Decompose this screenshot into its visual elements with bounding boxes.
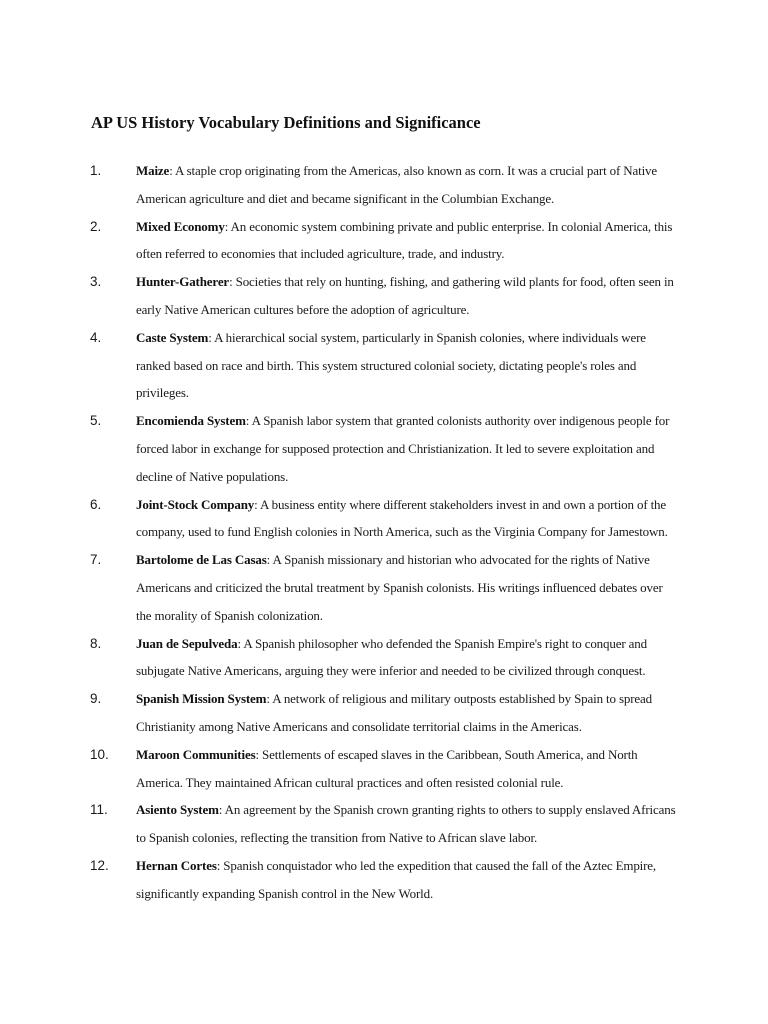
vocab-definition: : An agreement by the Spanish crown granting rights to others to supply enslaved Africans to Spanish colonies, reflecting the transition from Native to African slave labor. [136, 802, 676, 846]
list-item [0, 491, 768, 547]
list-item [0, 685, 768, 741]
vocabulary-list [0, 157, 768, 908]
vocab-term: Maize [136, 163, 170, 178]
item-number: 11. [90, 802, 108, 818]
vocab-definition: : A Spanish missionary and historian who advocated for the rights of Native Americans and criticized the brutal treatment by Spanish colonists. His writings influenced debates over the morality of Spanish colonization. [136, 552, 663, 623]
item-number: 10. [90, 746, 109, 762]
item-text [136, 268, 678, 324]
list-item [0, 852, 768, 908]
item-number: 12. [90, 857, 109, 873]
item-text [136, 796, 678, 852]
vocab-definition: : A Spanish philosopher who defended the Spanish Empire's right to conquer and subjugate Native Americans, arguing they were inferior and needed to be civilized through conquest. [136, 635, 647, 679]
list-item [0, 546, 768, 629]
item-text [136, 685, 678, 741]
vocab-term: Hernan Cortes [136, 857, 217, 873]
item-number: 1. [90, 163, 102, 178]
vocab-definition: : A Spanish labor system that granted colonists authority over indigenous people for forced labor in exchange for supposed protection and Christianization. It led to severe exploitation and decline of Native populations. [136, 413, 670, 484]
list-item [0, 268, 768, 324]
vocab-definition: : A staple crop originating from the Americas, also known as corn. It was a crucial part of Native American agriculture and diet and became significant in the Columbian Exchange. [136, 163, 658, 206]
vocab-definition: : Settlements of escaped slaves in the Caribbean, South America, and North America. They maintained African cultural practices and often resisted colonial rule. [136, 746, 638, 790]
item-text [136, 852, 678, 908]
vocab-definition: : Spanish conquistador who led the expedition that caused the fall of the Aztec Empire, significantly expanding Spanish control in the New World. [136, 857, 657, 901]
item-number: 9. [90, 691, 102, 707]
vocab-term: Hunter-Gatherer [136, 274, 230, 290]
vocab-term: Maroon Communities [136, 746, 256, 762]
vocab-definition: : Societies that rely on hunting, fishing, and gathering wild plants for food, often seen in early Native American cultures before the adoption of agriculture. [136, 274, 674, 317]
item-number: 2. [90, 218, 102, 234]
vocab-term: Mixed Economy [136, 218, 225, 234]
vocab-term: Encomienda System [136, 413, 246, 429]
item-number: 6. [90, 496, 102, 512]
list-item [0, 796, 768, 852]
vocab-term: Caste System [136, 329, 209, 345]
item-text [136, 213, 678, 269]
list-item [0, 407, 768, 490]
list-item [0, 630, 768, 686]
list-item [0, 741, 768, 797]
vocab-term: Juan de Sepulveda [136, 635, 238, 651]
item-number: 7. [90, 552, 102, 568]
item-number: 8. [90, 635, 102, 651]
item-text [136, 546, 678, 629]
list-item [0, 324, 768, 407]
vocab-term: Spanish Mission System [136, 691, 267, 707]
page-title: AP US History Vocabulary Definitions and Significance [91, 113, 481, 132]
vocab-definition: : A network of religious and military outposts established by Spain to spread Christianity among Native Americans and consolidate territorial claims in the Americas. [136, 691, 652, 734]
vocab-term: Asiento System [136, 802, 219, 818]
list-item [0, 157, 768, 213]
vocab-term: Joint-Stock Company [136, 496, 255, 512]
vocab-definition: : A hierarchical social system, particularly in Spanish colonies, where individuals were ranked based on race and birth. This system structured colonial society, dictating people's roles and privileges. [136, 329, 646, 401]
item-text [136, 324, 678, 407]
item-text [136, 157, 678, 213]
item-text [136, 407, 678, 490]
item-number: 5. [90, 413, 102, 429]
item-number: 3. [90, 274, 102, 290]
vocab-definition: : A business entity where different stakeholders invest in and own a portion of the company, used to fund English colonies in North America, such as the Virginia Company for Jamestown. [136, 496, 668, 540]
vocab-definition: : An economic system combining private and public enterprise. In colonial America, this often referred to economies that included agriculture, trade, and industry. [136, 218, 673, 262]
item-text [136, 741, 678, 797]
list-item [0, 213, 768, 269]
vocab-term: Bartolome de Las Casas [136, 552, 267, 568]
item-text [136, 630, 678, 686]
item-text [136, 491, 678, 547]
item-number: 4. [90, 329, 102, 345]
